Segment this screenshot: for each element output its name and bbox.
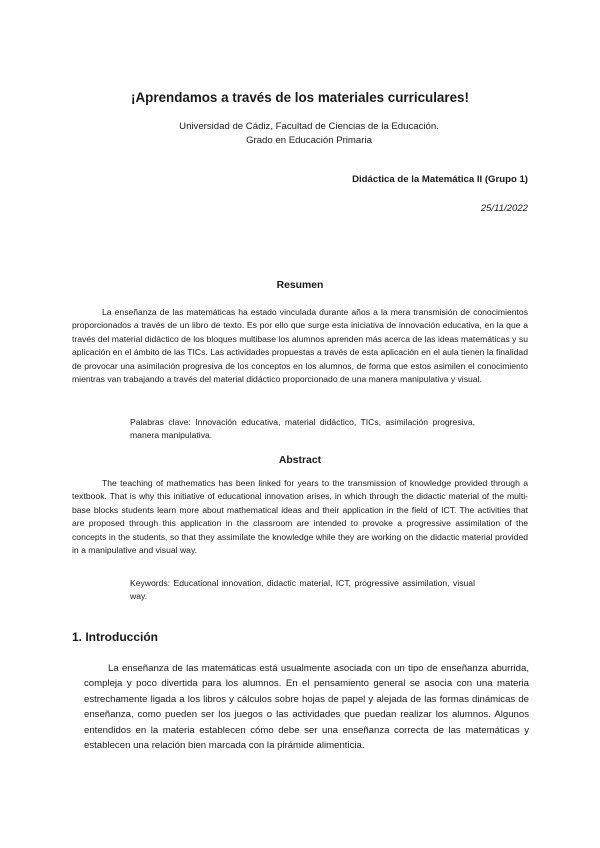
section-heading-introduccion: 1. Introducción <box>72 630 159 644</box>
affiliation-degree: Grado en Educación Primaria <box>246 135 372 146</box>
paper-title: ¡Aprendamos a través de los materiales curriculares! <box>131 90 469 105</box>
resumen-keywords: Palabras clave: Innovación educativa, material didáctico, TICs, asimilación progresiva, manera manipulativa. <box>130 417 475 441</box>
introduccion-paragraph: La enseñanza de las matemáticas está usualmente asociada con un tipo de enseñanza aburrida, compleja y poco divertida para los alumnos. En el pensamiento general se asocia con una materia estrechamente ligada a los libros y cálculos sobre hojas de papel y alejada de las formas dinámicas de enseñanza, como pueden ser los juegos o las actividades que puedan realizar los alumnos. Algunos entendidos en la materia establecen cómo debe ser una enseñanza correcta de las matemáticas y establecen una relación bien marcada con la pirámide alimenticia. <box>84 663 529 752</box>
abstract-heading: Abstract <box>278 455 322 466</box>
course-name: Didáctica de la Matemática II (Grupo 1) <box>352 174 528 185</box>
resumen-heading: Resumen <box>276 280 324 291</box>
abstract-keywords: Keywords: Educational innovation, didactic material, ICT, progressive assimilation, visual way. <box>130 578 475 602</box>
date: 25/11/2022 <box>480 203 528 214</box>
affiliation-university: Universidad de Cádiz, Facultad de Ciencias de la Educación. <box>179 121 439 132</box>
abstract-text: The teaching of mathematics has been linked for years to the transmission of knowledge provided through a textbook. That is why this initiative of educational innovation arises, in which through the didactic material of the multi-base blocks students learn more about mathematical ideas and their application in the field of ICT. The activities that are proposed through this application in the classroom are intended to provoke a progressive assimilation of the concepts in the students, so that they assimilate the knowledge while they are working on the didactic material provided in a manipulative and visual way. <box>72 478 528 556</box>
resumen-text: La enseñanza de las matemáticas ha estado vinculada durante años a la mera transmisión de conocimientos proporcionados a través de un libro de texto. Es por ello que surge esta iniciativa de innovación educativa, en la que a través del material didáctico de los bloques multibase los alumnos aprenden más acerca de las ideas matemáticas y su aplicación en el ámbito de las TICs. Las actividades propuestas a través de esta aplicación en el aula tienen la finalidad de provocar una asimilación progresiva de los conceptos en los alumnos, de forma que estos asimilen el conocimiento mientras van trabajando a través del material didáctico proporcionado de una manera manipulativa y visual. <box>72 307 528 385</box>
